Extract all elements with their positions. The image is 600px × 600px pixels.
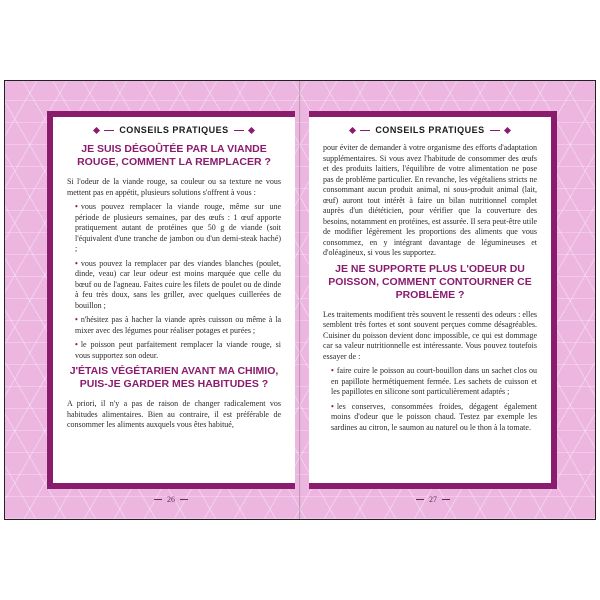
question-intro: Les traitements modifient très souvent le ressenti des odeurs : elles semblent très fortes et sont souvent perçues comme désagréables. Cuisiner du poisson devient donc impossible, ce qui est dommage car sa valeur nutritionnelle est intéressante. Vous pouvez toutefois essayer de :: [323, 309, 537, 361]
folio-label: 26: [167, 495, 175, 504]
answer-text: A priori, il n'y a pas de raison de changer radicalement vos habitudes alimentaires. Bien au contraire, il est préférable de consommer les aliments auxquels vous êtes habitué,: [67, 399, 281, 429]
bullet-item: [323, 366, 537, 398]
book-spread: [4, 80, 596, 520]
diamond-icon: [504, 126, 511, 133]
dash-ornament: [360, 130, 370, 131]
answer-continued: pour éviter de demander à votre organisme des efforts d'adaptation supplémentaires. Si vous avez l'habitude de consommer des œufs et des produits laitiers, l'équilibre de votre alimentation ne pose pas de problème particulier. En revanche, les végétaliens stricts ne consommant aucun produit animal, ni sous-produit animal (lait, œuf) auront tout intérêt à faire un bilan nutritionnel complet auprès d'un diététicien, pour vérifier que la couverture des besoins, notamment en protéines, est assurée. Il sera peut-être utile de modifier légèrement les proportions des aliments que vous consommez, en y intégrant davantage de légumineuses et d'oléagineux, si vous les supportez.: [323, 143, 537, 257]
bullet-item: [67, 259, 281, 312]
bullet-item: [67, 315, 281, 336]
bullet-text: vous pouvez remplacer la viande rouge, même sur une période de plusieurs semaines, par des œufs : 1 œuf apporte pratiquement autant de protéines que 50 g de viande (soit l'équivalent d'une tranche de jambon ou d'un demi-steak haché) ;: [75, 202, 281, 253]
folio-label: 27: [429, 495, 437, 504]
question-title: JE SUIS DÉGOÛTÉE PAR LA VIANDE ROUGE, COMMENT LA REMPLACER ?: [77, 143, 271, 168]
bullet-icon: •: [75, 315, 78, 324]
bullet-text: vous pouvez la remplacer par des viandes blanches (poulet, dinde, veau) car leur odeur est moins marquée que celle du bœuf ou de l'agneau. Faites cuire les filets de poulet ou de dinde à feu très doux, sans les griller, avec quelques cuillerées de bouillon ;: [75, 258, 281, 310]
question-intro: Si l'odeur de la viande rouge, sa couleur ou sa texture ne vous mettent pas en appétit, plusieurs solutions s'offrent à vous :: [67, 177, 281, 197]
bullet-text: les conserves, consommées froides, dégagent également moins d'odeur que le poisson chaud. Testez par exemple les sardines au citron, le saumon au naturel ou le thon à la tomate.: [331, 401, 537, 432]
dash-ornament: [416, 499, 424, 500]
bullet-item: [67, 340, 281, 361]
dash-ornament: [180, 499, 188, 500]
question-title: JE NE SUPPORTE PLUS L'ODEUR DU POISSON, COMMENT CONTOURNER CE PROBLÈME ?: [328, 262, 532, 301]
bullet-text: faire cuire le poisson au court-bouillon dans un sachet clos ou en papillote hermétiquement fermée. Les sachets de cuisson et les papillotes en silicone sont particulièrement adaptés ;: [331, 366, 537, 396]
dash-ornament: [234, 130, 244, 131]
diamond-icon: [248, 126, 255, 133]
dash-ornament: [104, 130, 114, 131]
section-tag: [323, 125, 537, 135]
dash-ornament: [490, 130, 500, 131]
section-tag: [67, 125, 281, 135]
diamond-icon: [93, 126, 100, 133]
bullet-icon: •: [331, 366, 334, 375]
bullet-icon: •: [75, 202, 78, 211]
section-tag-label: CONSEILS PRATIQUES: [375, 125, 485, 135]
bullet-icon: •: [75, 340, 78, 349]
book-gutter: [299, 81, 301, 519]
bullet-text: le poisson peut parfaitement remplacer la viande rouge, si vous supportez son odeur.: [75, 340, 281, 360]
bullet-icon: •: [331, 401, 334, 411]
bullet-icon: •: [75, 258, 78, 268]
right-page: [309, 111, 557, 489]
page-number-left: [47, 495, 295, 504]
dash-ornament: [154, 499, 162, 500]
left-page: [47, 111, 295, 489]
diamond-icon: [349, 126, 356, 133]
bullet-text: n'hésitez pas à hacher la viande après cuisson ou même à la mixer avec des légumes pour réaliser potages et purées ;: [75, 315, 281, 335]
question-title: J'ÉTAIS VÉGÉTARIEN AVANT MA CHIMIO, PUIS-JE GARDER MES HABITUDES ?: [69, 365, 279, 390]
dash-ornament: [442, 499, 450, 500]
bullet-item: [67, 202, 281, 255]
bullet-item: [323, 402, 537, 434]
section-tag-label: CONSEILS PRATIQUES: [119, 125, 229, 135]
page-number-right: [309, 495, 557, 504]
